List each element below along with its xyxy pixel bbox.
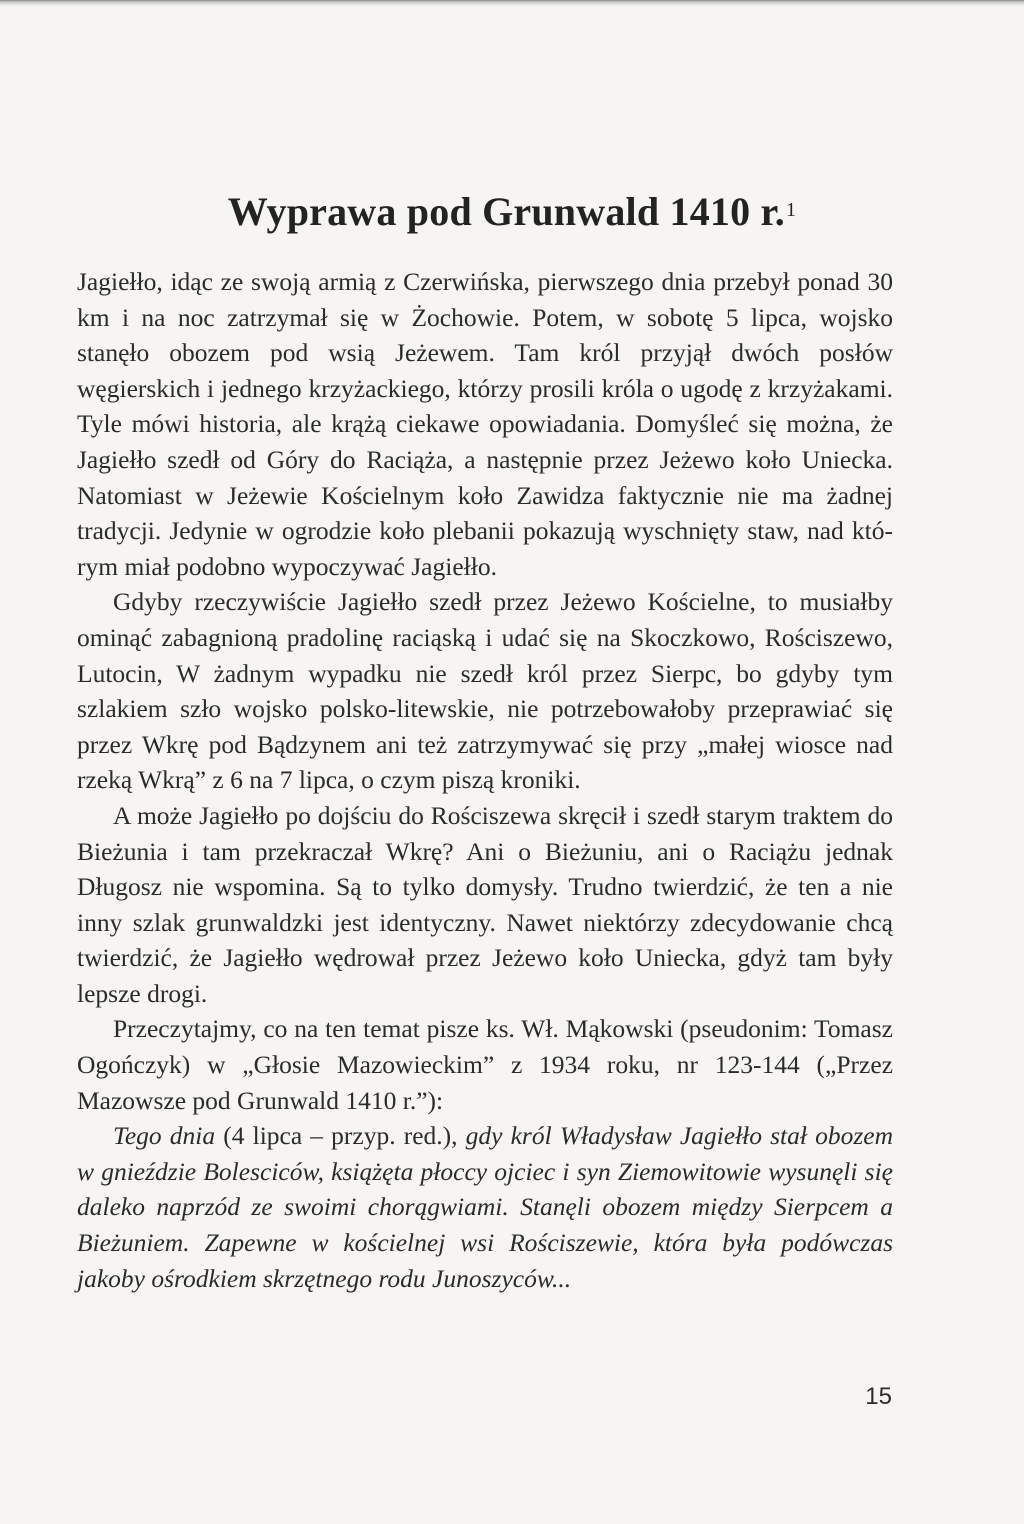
body-text	[77, 264, 893, 1296]
quote-italic-1: Tego dnia	[113, 1121, 216, 1151]
paragraph-1: Jagiełło, idąc ze swoją armią z Czerwińska, pierwszego dnia przebył ponad 30 km i na noc zatrzymał się w Żochowie. Potem, w sobotę 5 lipca, wojsko stanęło obozem pod wsią Jeżewem. Tam król przyjął dwóch posłów węgierskich i jednego krzyżackiego, którzy prosili króla o ugodę z krzyżakami. Tyle mówi historia, ale krążą ciekawe opowiadania. Domyśleć się można, że Jagiełło szedł od Góry do Raciąża, a następnie przez Jeżewo koło Uniecka. Natomiast w Jeżewie Kościelnym koło Zawidza faktycznie nie ma żadnej tradycji. Jedynie w ogrodzie koło plebanii pokazują wyschnięty staw, nad którym miał podobno wypoczywać Jagiełło.	[77, 267, 893, 581]
paragraph-2: Gdyby rzeczywiście Jagiełło szedł przez Jeżewo Kościelne, to musiałby ominąć zabagnioną pradolinę raciąską i udać się na Skoczkowo, Rościszewo, Lutocin, W żadnym wypadku nie szedł król przez Sierpc, bo gdyby tym szlakiem szło wojsko polsko-litewskie, nie potrzebowałoby przeprawiać się przez Wkrę pod Bądzynem ani też zatrzymywać się przy „małej wiosce nad rzeką Wkrą” z 6 na 7 lipca, o czym piszą kroniki.	[77, 587, 893, 795]
paragraph-3: A może Jagiełło po dojściu do Rościszewa skręcił i szedł starym traktem do Bieżunia i tam przekraczał Wkrę? Ani o Bieżuniu, ani o Raciążu jednak Długosz nie wspomina. Są to tylko domysły. Trudno twierdzić, że ten a nie inny szlak grunwaldzki jest identyczny. Nawet niektórzy zdecydowanie chcą twierdzić, że Jagiełło wędrował przez Jeżewo koło Uniecka, gdyż tam były lepsze drogi.	[77, 800, 893, 1008]
page-top-edge	[0, 0, 1024, 6]
chapter-title-text: Wyprawa pod Grunwald 1410 r.	[227, 189, 785, 234]
page-number: 15	[865, 1383, 892, 1410]
footnote-mark: 1	[785, 199, 797, 221]
chapter-title	[0, 188, 1024, 236]
quotation-paragraph	[77, 1118, 893, 1296]
quote-italic-2: gdy król Władysław Jagiełło stał obozem w gnieździe Bolesciców, książęta płoccy ojciec i syn Ziemowitowie wysunęli się daleko naprzód ze swoimi chorągwiami. Stanęli obozem między Sierpcem a Bieżuniem. Zapewne w kościelnej wsi Rościszewie, która była podówczas jakoby ośrodkiem skrzętnego rodu Junoszyców...	[77, 1121, 893, 1293]
paragraph-4: Przeczytajmy, co na ten temat pisze ks. Wł. Mąkowski (pseudonim: Tomasz Ogończyk) w „Głosie Mazowieckim” z 1934 roku, nr 123-144 („Przez Mazowsze pod Grunwald 1410 r.”):	[77, 1014, 893, 1115]
quote-editor-note: (4 lipca – przyp. red.),	[215, 1121, 466, 1151]
